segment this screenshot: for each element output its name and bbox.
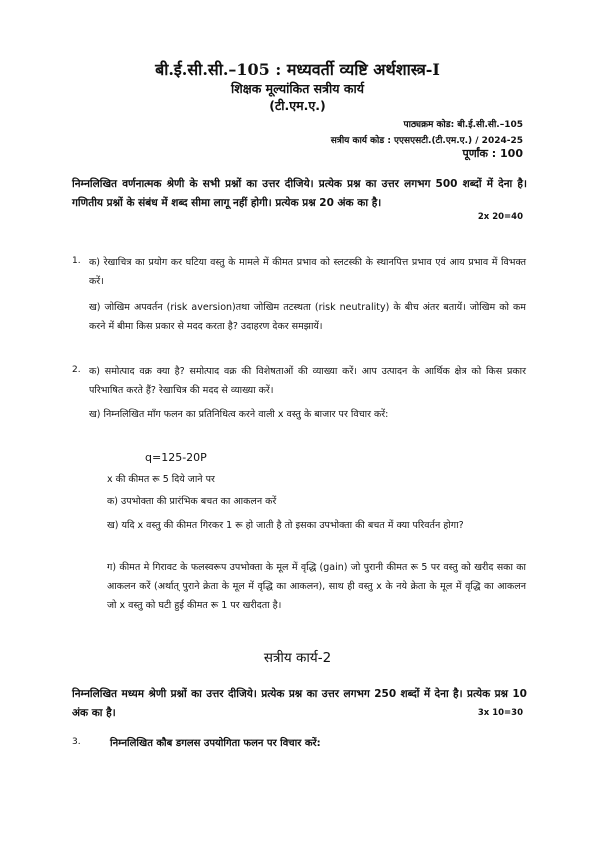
question-2b-line: x की कीमत रू 5 दिये जाने पर	[107, 474, 215, 485]
course-code: पाठ्यक्रम कोड: बी.ई.सी.सी.–105	[403, 120, 523, 130]
question-number-2: 2.	[72, 365, 81, 375]
document-subtitle-abbr: (टी.एम.ए.)	[269, 98, 326, 113]
section1-marks: 2x 20=40	[477, 212, 523, 222]
question-2a: क) समोत्पाद वक्र क्या है? समोत्पाद वक्र की विशेषताओं की व्याख्या करें। आप उत्पादन के आर्थिक क्षेत्र को किस प्रकार परिभाषित करते हैं? रेखाचित्र की मदद से व्याख्या करें।	[89, 366, 526, 396]
question-2b-part-b: ख) यदि x वस्तु की कीमत गिरकर 1 रू हो जाती है तो इसका उपभोक्ता की बचत में क्या परिवर्तन होगा?	[107, 520, 464, 531]
max-marks: पूर्णांक : 100	[462, 147, 523, 160]
question-number-3: 3.	[72, 737, 81, 747]
question-number-1: 1.	[72, 256, 81, 266]
question-1b: ख) जोखिम अपवर्तन (risk aversion)तथा जोखिम तटस्थता (risk neutrality) के बीच अंतर बतायें। जोखिम को कम करने में बीमा किस प्रकार से मदद करता है? उदाहरण देकर समझायें।	[89, 302, 526, 332]
question-2b-part-c: ग) कीमत मे गिरावट के फलस्वरूप उपभोक्ता के मूल में वृद्धि (gain) जो पुरानी कीमत रू 5 पर वस्तु को खरीद सका का आकलन करें (अर्थात् पुराने क्रेता के मूल में वृद्धि का आकलन), साथ ही वस्तु x के नये क्रेता के मूल में वृद्धि का आकलन जो x वस्तु को घटी हुई कीमत रू 1 पर खरीदता है।	[107, 562, 526, 611]
section2-heading: सत्रीय कार्य-2	[263, 650, 332, 666]
section2-instruction: निम्नलिखित मध्यम श्रेणी प्रश्नों का उत्तर दीजिये। प्रत्येक प्रश्न का उत्तर लगभग 250 शब्दों में देना है। प्रत्येक प्रश्न 10 अंक का है।	[72, 688, 527, 719]
demand-function: q=125-20P	[145, 451, 207, 464]
section2-marks: 3x 10=30	[477, 708, 523, 718]
document-subtitle: शिक्षक मूल्यांकित सत्रीय कार्य	[231, 81, 364, 96]
question-2b-part-a: क) उपभोक्ता की प्रारंभिक बचत का आकलन करें	[107, 496, 277, 507]
question-3: निम्नलिखित कौब डगलस उपयोगिता फलन पर विचार करें:	[110, 738, 321, 749]
assignment-code: सत्रीय कार्य कोड : एएसएसटी.(टी.एम.ए.) / 2024-25	[330, 136, 523, 146]
section1-instruction: निम्नलिखित वर्णनात्मक श्रेणी के सभी प्रश्नों का उत्तर दीजिये। प्रत्येक प्रश्न का उत्तर लगभग 500 शब्दों में देना है। गणितीय प्रश्नों के संबंध में शब्द सीमा लागू नहीं होगी। प्रत्येक प्रश्न 20 अंक का है।	[72, 178, 527, 209]
question-1a: क) रेखाचित्र का प्रयोग कर घटिया वस्तु के मामले में कीमत प्रभाव को स्लटस्की के स्थानपित्त प्रभाव एवं आय प्रभाव में विभक्त करें।	[89, 257, 526, 287]
question-2b: ख) निम्नलिखित माँग फलन का प्रतिनिधित्व करने वाली x वस्तु के बाजार पर विचार करें:	[89, 409, 389, 420]
page-title: बी.ई.सी.सी.–105 : मध्यवर्ती व्यष्टि अर्थशास्त्र-I	[155, 60, 440, 79]
